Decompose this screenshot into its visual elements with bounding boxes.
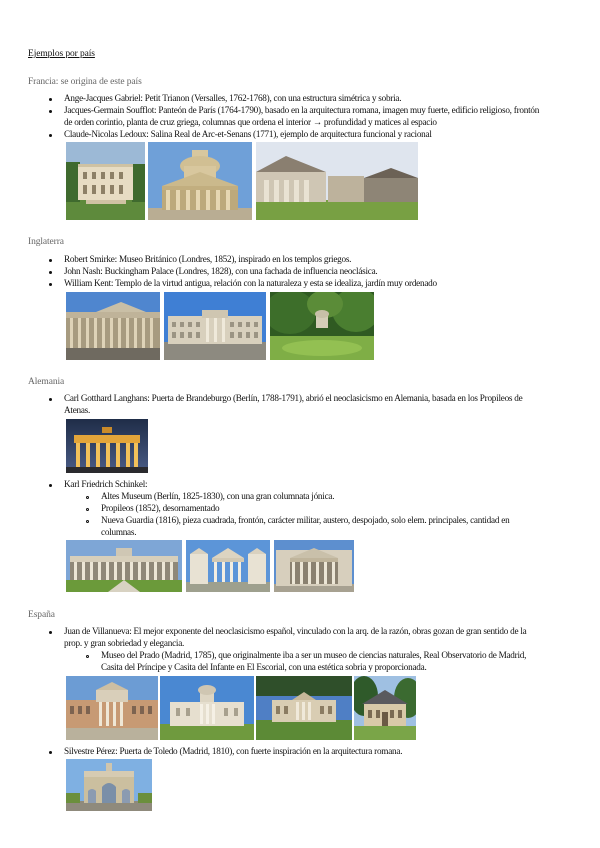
section-heading-francia: Francia: se origina de este país	[28, 77, 142, 87]
altes-museum-photo	[66, 540, 182, 592]
neue-wache-photo	[274, 540, 354, 592]
sub-nueva-guardia-cont: columnas.	[101, 527, 137, 537]
bullet-soufflot-cont: de orden corintio, planta de cruz griega, columnas que ordena el interior → profundidad y matices al espacio	[64, 117, 437, 127]
bullet-soufflot: Jacques-Germain Soufflot: Panteón de París (1764-1790), basado en la arquitectura romana, imagen muy fuerte, edificio religioso, frontón	[64, 105, 540, 115]
sub-bullet-ring	[86, 508, 89, 511]
bullet-dot	[49, 271, 52, 274]
real-observatorio-photo	[160, 676, 254, 740]
bullet-smirke: Robert Smirke: Museo Británico (Londres, 1852), inspirado en los templos griegos.	[64, 254, 352, 264]
petit-trianon-photo	[66, 142, 145, 220]
sub-propileos: Propileos (1852), desornamentado	[101, 503, 220, 513]
bullet-dot	[49, 751, 52, 754]
section-heading-alemania: Alemania	[28, 377, 65, 387]
temple-ancient-virtue-photo	[270, 292, 374, 360]
bullet-schinkel: Karl Friedrich Schinkel:	[64, 479, 148, 489]
bullet-dot	[49, 110, 52, 113]
bullet-villanueva-cont: prop. y gran sobriedad y elegancia.	[64, 638, 185, 648]
page-title: Ejemplos por país	[28, 49, 95, 59]
section-heading-espana: España	[28, 610, 55, 620]
puerta-toledo-photo	[66, 759, 152, 811]
bullet-dot	[49, 398, 52, 401]
bullet-kent: William Kent: Templo de la virtud antigua, relación con la naturaleza y esta se idealiza, jardín muy ordenado	[64, 278, 437, 288]
bullet-ledoux: Claude-Nicolas Ledoux: Salina Real de Arc-et-Senans (1771), ejemplo de arquitectura funcional y racional	[64, 129, 432, 139]
bullet-langhans-cont: Atenas.	[64, 405, 91, 415]
sub-bullet-ring	[86, 496, 89, 499]
bullet-dot	[49, 134, 52, 137]
bullet-gabriel: Ange-Jacques Gabriel: Petit Trianon (Versalles, 1762-1768), con una estructura simétrica y sobria.	[64, 93, 402, 103]
pantheon-paris-photo	[148, 142, 252, 220]
bullet-dot	[49, 631, 52, 634]
museo-prado-photo	[66, 676, 158, 740]
bullet-dot	[49, 283, 52, 286]
bullet-langhans: Carl Gotthard Langhans: Puerta de Brandeburgo (Berlín, 1788-1791), abrió el neoclasicismo en Alemania, basada en los Propileos de	[64, 393, 523, 403]
casita-infante-photo	[354, 676, 416, 740]
casita-principe-photo	[256, 676, 352, 740]
bullet-perez: Silvestre Pérez: Puerta de Toledo (Madrid, 1810), con fuerte inspiración en la arquitectura romana.	[64, 746, 403, 756]
bullet-villanueva: Juan de Villanueva: El mejor exponente del neoclasicismo español, vinculado con la arq. de la razón, obras gozan de gran sentido de la	[64, 626, 527, 636]
sub-casitas: Casita del Príncipe y Casita del Infante en El Escorial, con una estética sobria y proporcionada.	[101, 662, 427, 672]
sub-nueva-guardia: Nueva Guardia (1816), pieza cuadrada, frontón, carácter militar, austero, despojado, solo elem. principales, cantidad en	[101, 515, 510, 525]
salina-real-photo	[256, 142, 418, 220]
propylaea-photo	[186, 540, 270, 592]
bullet-dot	[49, 484, 52, 487]
sub-altes-museum: Altes Museum (Berlín, 1825-1830), con una gran columnata jónica.	[101, 491, 335, 501]
section-heading-inglaterra: Inglaterra	[28, 237, 64, 247]
british-museum-photo	[66, 292, 160, 360]
sub-bullet-ring	[86, 655, 89, 658]
brandenburg-gate-photo	[66, 419, 148, 473]
sub-museo-prado: Museo del Prado (Madrid, 1785), que originalmente iba a ser un museo de ciencias naturales, Real Observatorio de Madrid,	[101, 650, 527, 660]
sub-bullet-ring	[86, 520, 89, 523]
bullet-dot	[49, 259, 52, 262]
buckingham-palace-photo	[164, 292, 266, 360]
bullet-nash: John Nash: Buckingham Palace (Londres, 1828), con una fachada de influencia neoclásica.	[64, 266, 378, 276]
bullet-dot	[49, 98, 52, 101]
